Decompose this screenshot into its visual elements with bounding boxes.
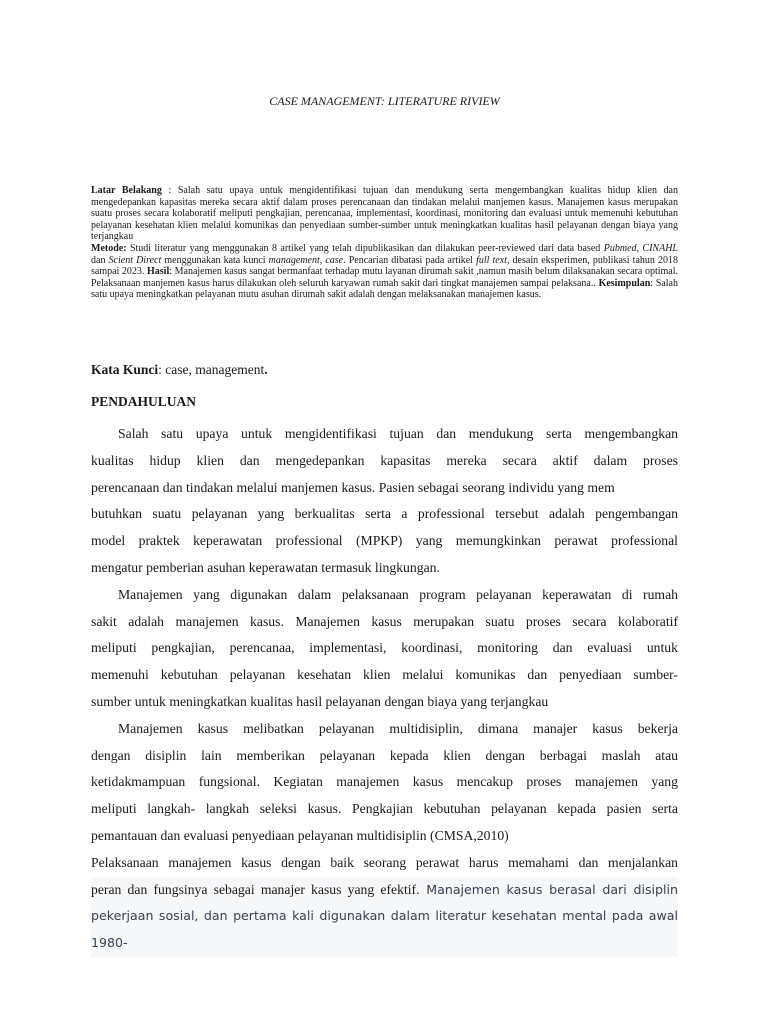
latar-belakang-text: : Salah satu upaya untuk mengidentifikasi tujuan dan mendukung serta mengembangkan kualitas hidup klien dan mengedepankan kapasitas mereka secara aktif dalam proses perencanaan dan tindakan melalui manjemen kasus. Manajemen kasus merupakan suatu proses secara kolaboratif meliputi pengkajian, perencanaa, implementasi, koordinasi, monitoring dan evaluasi untuk memenuhi kebutuhan pelayanan kesehatan klien melalui komunikas dan penyediaan sumber-sumber untuk meningkatkan kualitas hasil pelayanan dengan biaya yang terjangkau [91,185,678,243]
text-line: perencanaan dan tindakan melalui manjemen kasus. Pasien sebagai seorang individu yang mem [91,479,615,495]
hasil-text: : Manajemen kasus sangat bermanfaat terhadap mutu layanan dirumah sakit ,namun masih belum dilaksanakan secara optimal. Pelaksanaan manjemen kasus harus dilakukan oleh seluruh karyawan rumah sakit dari tingkat manajemen sampai pelaksana.. [91,266,678,289]
text-line: Manajemen yang digunakan dalam pelaksanaan program pelayanan keperawatan di rumah [118,586,678,602]
text-line: sakit adalah manajemen kasus. Manajemen kasus merupakan suatu proses secara kolaboratif [91,613,678,629]
text-line: model praktek keperawatan professional (MPKP) yang memungkinkan perawat professional [91,533,678,549]
metode-text: menggunakan kata kunci [161,254,269,266]
keywords-end: . [264,362,268,377]
abstract [91,185,678,301]
text-line: Salah satu upaya untuk mengidentifikasi tujuan dan mendukung serta mengembangkan [118,426,678,441]
kesimpulan-text: : Salah satu upaya meningkatkan pelayanan mutu asuhan dirumah sakit adalah dengan melaksanakan manajemen kasus. [91,277,678,301]
text-line: butuhkan suatu pelayanan yang berkualitas serta a professional tersebut adalah pengembangan [91,506,678,522]
text-line: meliputi pengkajian, perencanaa, implementasi, koordinasi, monitoring dan evaluasi untuk [91,640,678,656]
metode-fulltext: full text, [476,254,510,266]
section-heading: PENDAHULUAN [91,394,197,409]
metode-database: Pubmed, CINAHL [603,242,678,254]
text-line: pekerjaan sosial, dan pertama kali digunakan dalam literatur kesehatan mental pada awal 1980- [91,903,678,957]
keywords-value: : case, management [158,362,265,377]
abstract-method-results [91,243,678,301]
text-line: pemantauan dan evaluasi penyediaan pelayanan multidisiplin (CMSA,2010) [91,827,509,843]
metode-label: Metode: [91,242,127,254]
text-line: ketidakmampuan fungsional. Kegiatan manajemen kasus mencakup proses manajemen yang [91,774,678,790]
metode-text: . Pencarian dibatasi pada artikel [343,254,477,266]
metode-database: Scient Direct [108,254,162,266]
latar-belakang-label: Latar Belakang [91,185,162,196]
text-line: Pelaksanaan manajemen kasus dengan baik seorang perawat harus memahami dan menjalankan [91,854,678,870]
abstract-background [91,185,678,243]
text-line-part: peran dan fungsinya sebagai manajer kasus yang efektif. [91,881,420,897]
paragraph-3 [91,716,678,850]
text-line: meliputi langkah- langkah seleksi kasus. Pengkajian kebutuhan pelayanan kepada pasien serta [91,801,678,817]
keywords-label: Kata Kunci [91,362,159,377]
keywords [91,362,268,378]
text-line: kualitas hidup klien dan mengedepankan kapasitas mereka secara aktif dalam proses [91,452,678,468]
text-line: memenuhi kebutuhan pelayanan kesehatan klien melalui komunikas dan penyediaan sumber- [91,667,678,683]
text-line: sumber untuk meningkatkan kualitas hasil pelayanan dengan biaya yang terjangkau [91,693,549,709]
text-line: dengan disiplin lain memberikan pelayanan kepada klien dengan berbagai maslah atau [91,747,678,763]
metode-keywords: management, case [268,254,344,266]
paragraph-2 [91,582,678,716]
text-line [91,877,678,904]
text-line: Manajemen kasus melibatkan pelayanan multidisiplin, dimana manajer kasus bekerja [118,720,678,736]
paragraph-4 [91,850,678,957]
body-text [91,421,678,957]
metode-text: dan [91,254,109,266]
document-title: CASE MANAGEMENT: LITERATURE RIVIEW [269,94,500,108]
text-line-part: Manajemen kasus berasal dari disiplin [419,881,678,897]
paragraph-1 [91,421,678,582]
text-line: mengatur pemberian asuhan keperawatan termasuk lingkungan. [91,559,440,575]
metode-text: desain eksperimen, publikasi tahun 2018 sampai 2023. [91,254,678,278]
hasil-label: Hasil [147,266,170,278]
metode-text: Studi literatur yang menggunakan 8 artikel yang telah dipublikasikan dan dilakukan peer-reviewed dari data based [126,242,604,254]
kesimpulan-label: Kesimpulan [598,277,651,289]
